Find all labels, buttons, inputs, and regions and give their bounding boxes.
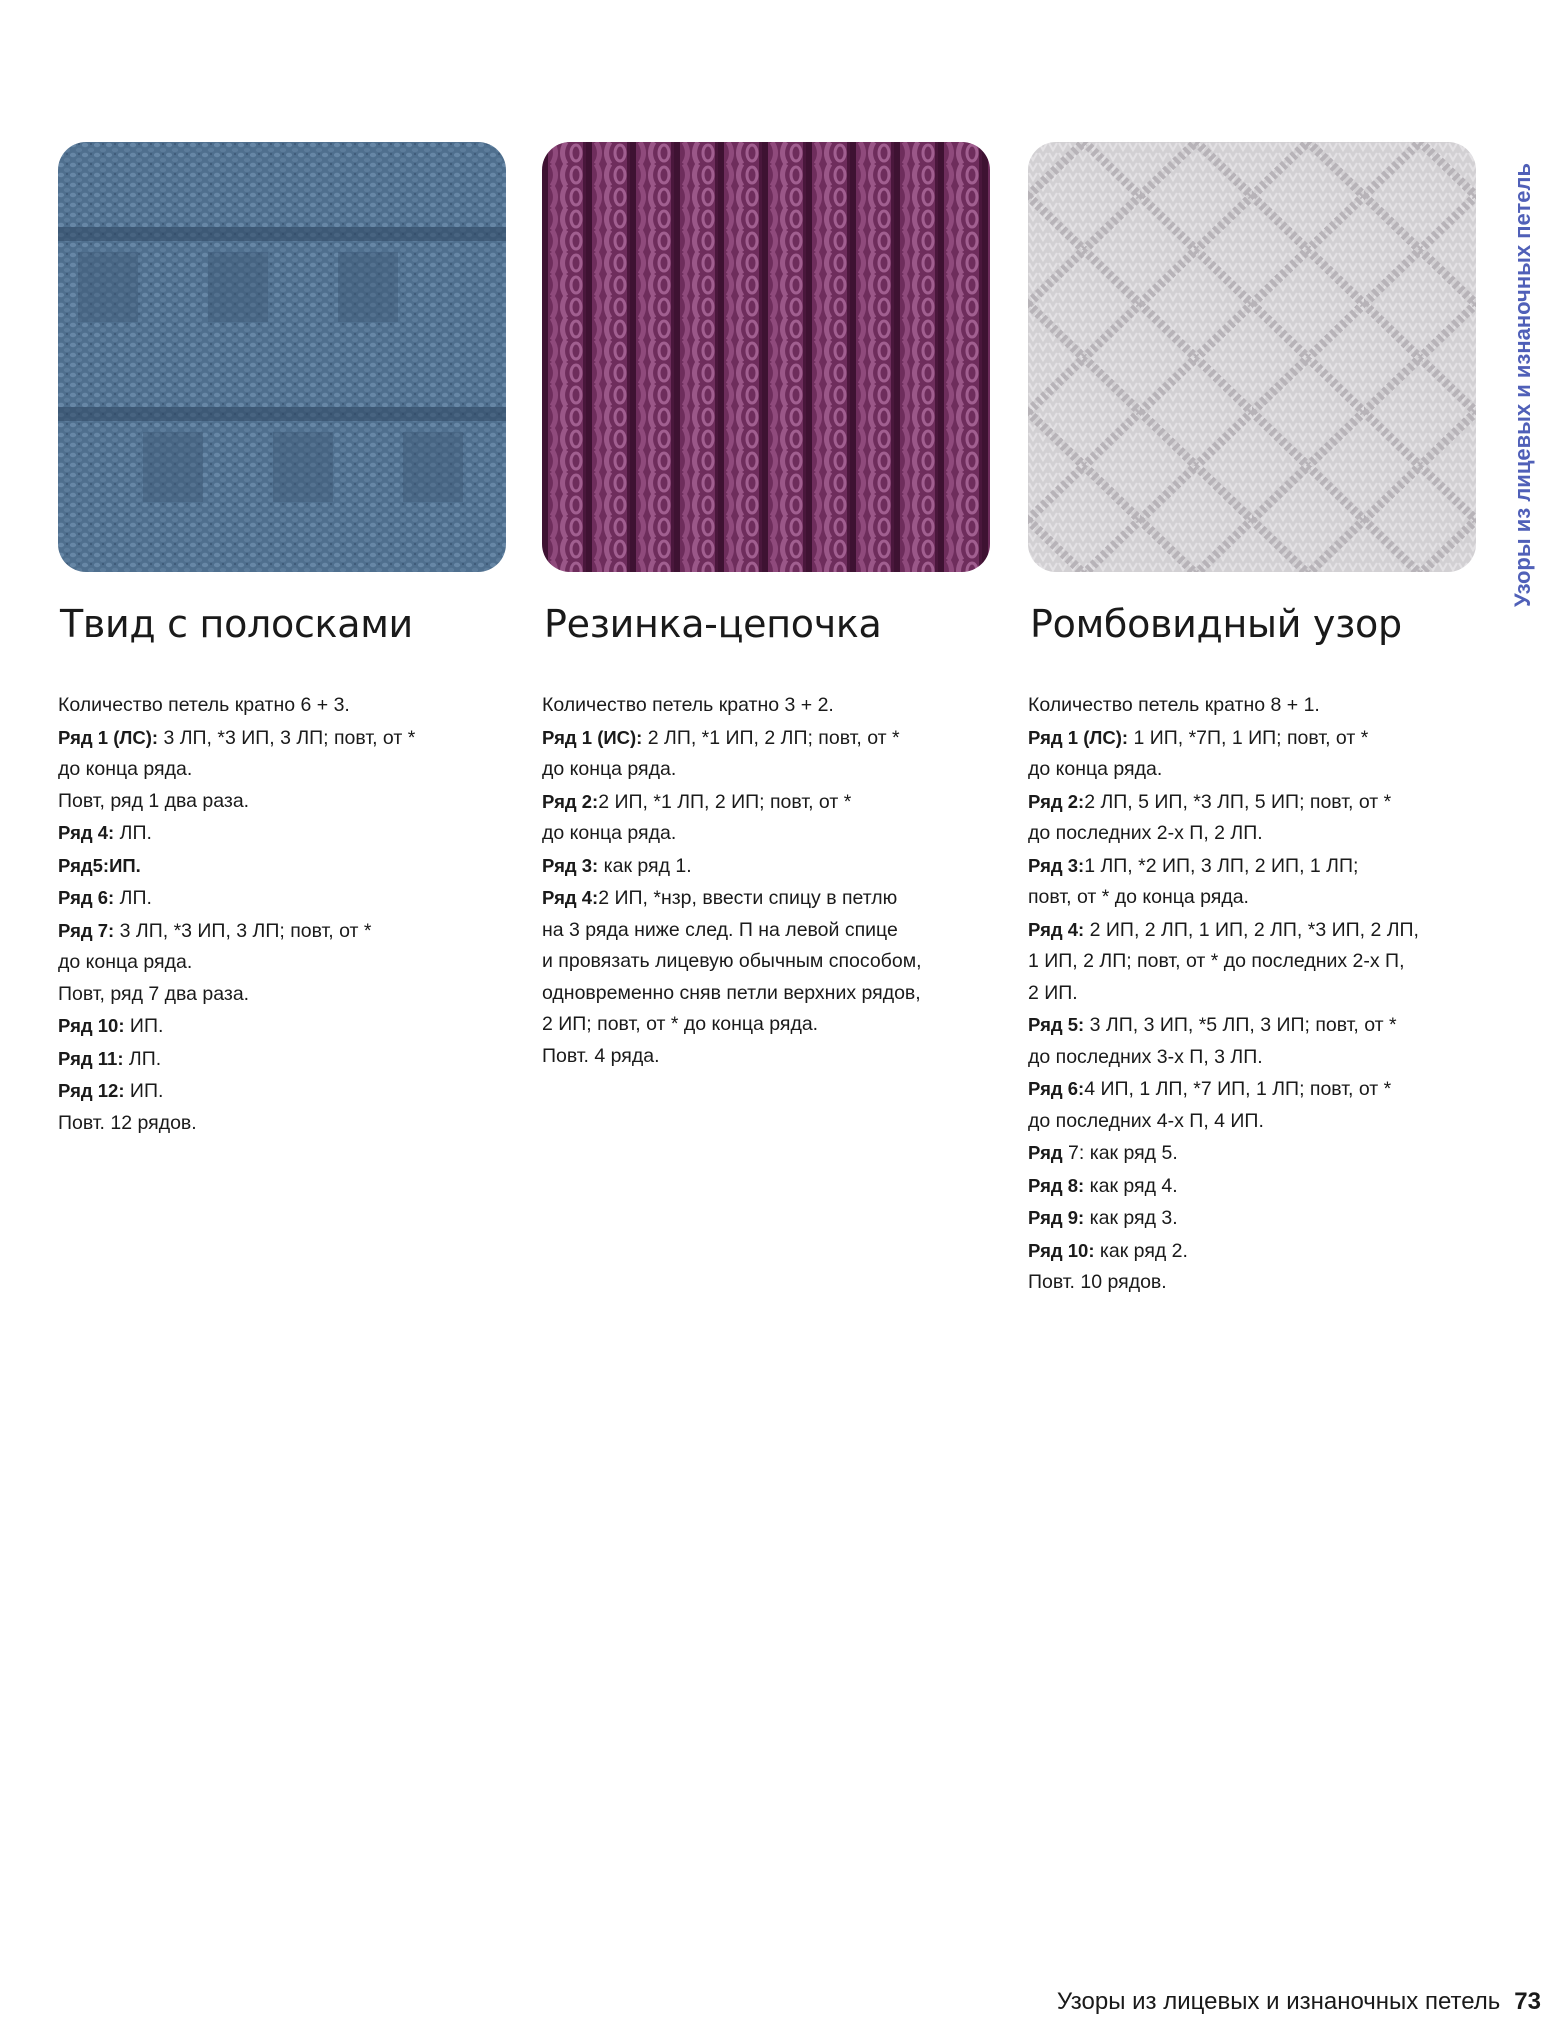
instruction-line <box>58 754 528 786</box>
row-label: Ряд 12: <box>58 1080 125 1101</box>
side-section-title <box>1498 140 1548 630</box>
footer-section-name: Узоры из лицевых и изнаночных петель <box>1056 1988 1501 2015</box>
instruction-line <box>542 754 1012 786</box>
row-label: Ряд 10: <box>58 1015 125 1036</box>
row-text: повт, от * до конца ряда. <box>1028 886 1249 908</box>
row-text: до последних 3-х П, 3 ЛП. <box>1028 1045 1263 1068</box>
row-text: 1 ИП, *7П, 1 ИП; повт, от * <box>1128 726 1369 749</box>
row-text: Количество петель кратно 6 + 3. <box>58 694 350 716</box>
instruction-line <box>542 1009 1012 1041</box>
instruction-line <box>1028 978 1498 1010</box>
row-text: до конца ряда. <box>1028 758 1163 780</box>
row-label: Ряд 1 (ИС): <box>542 726 643 748</box>
swatch-image-tweed <box>58 142 506 572</box>
pattern-title: Твид с полосками <box>60 602 413 646</box>
instruction-line <box>542 882 1012 915</box>
row-text: 1 ЛП, *2 ИП, 3 ЛП, 2 ИП, 1 ЛП; <box>1084 854 1359 877</box>
row-text: до конца ряда. <box>542 758 677 780</box>
row-text: ИП. <box>124 1080 164 1102</box>
pattern-instructions <box>1028 690 1498 1299</box>
pattern-title: Ромбовидный узор <box>1030 602 1402 646</box>
row-label: Ряд 3: <box>1028 854 1085 876</box>
row-text: на 3 ряда ниже след. П на левой спице <box>542 918 898 941</box>
instruction-line <box>58 786 528 818</box>
row-label: Ряд 11: <box>58 1047 124 1069</box>
row-text: одновременно сняв петли верхних рядов, <box>542 981 921 1004</box>
instruction-line <box>1028 914 1498 947</box>
instruction-line <box>1028 1170 1498 1203</box>
row-label: Ряд <box>1028 1142 1063 1163</box>
row-text: ЛП. <box>123 1047 162 1070</box>
instruction-line <box>1028 1137 1498 1170</box>
swatch-image-diamond <box>1028 142 1476 572</box>
row-text: 2 ИП, *1 ЛП, 2 ИП; повт, от * <box>598 790 852 813</box>
row-text: Повт. 10 рядов. <box>1028 1271 1167 1293</box>
row-text: Повт. 12 рядов. <box>58 1111 197 1134</box>
instruction-line <box>542 1041 1012 1073</box>
row-text: 2 ИП; повт, от * до конца ряда. <box>542 1013 819 1035</box>
instruction-line <box>1028 1235 1498 1268</box>
instruction-line <box>1028 946 1498 978</box>
row-text: 7: как ряд 5. <box>1062 1142 1178 1164</box>
instruction-line <box>542 690 1012 722</box>
instruction-line <box>1028 1267 1498 1299</box>
row-text: 2 ЛП, *1 ИП, 2 ЛП; повт, от * <box>642 726 900 749</box>
row-label: Ряд 9: <box>1028 1207 1085 1228</box>
swatch-image-chain-rib <box>542 142 990 572</box>
page-footer <box>1057 1988 1541 2016</box>
row-text: до конца ряда. <box>542 822 677 844</box>
instruction-line <box>1028 690 1498 722</box>
row-text: и провязать лицевую обычным способом, <box>542 950 922 972</box>
instruction-line <box>58 1010 528 1043</box>
row-text: до последних 2-х П, 2 ЛП. <box>1028 822 1263 844</box>
row-label: Ряд 7: <box>58 919 115 941</box>
row-label: Ряд5:ИП. <box>58 854 141 876</box>
instruction-line <box>58 690 528 722</box>
instruction-line <box>58 817 528 850</box>
row-text: 2 ИП, 2 ЛП, 1 ИП, 2 ЛП, *3 ИП, 2 ЛП, <box>1084 918 1419 941</box>
pattern-column-2 <box>542 142 992 1067</box>
instruction-line <box>58 1043 528 1076</box>
row-text: как ряд 3. <box>1084 1207 1178 1229</box>
page-number: 73 <box>1514 1988 1541 2015</box>
row-text: Количество петель кратно 3 + 2. <box>542 694 834 716</box>
row-text: 3 ЛП, *3 ИП, 3 ЛП; повт, от * <box>158 726 416 749</box>
pattern-title: Резинка-цепочка <box>544 602 882 646</box>
row-label: Ряд 4: <box>542 887 599 908</box>
row-text: 4 ИП, 1 ЛП, *7 ИП, 1 ЛП; повт, от * <box>1084 1078 1392 1100</box>
instruction-line <box>1028 1073 1498 1106</box>
row-text: как ряд 2. <box>1094 1239 1188 1262</box>
row-text: Повт, ряд 7 два раза. <box>58 982 250 1005</box>
row-text: 3 ЛП, 3 ИП, *5 ЛП, 3 ИП; повт, от * <box>1084 1014 1397 1036</box>
instruction-line <box>58 915 528 948</box>
row-label: Ряд 5: <box>1028 1014 1085 1035</box>
instruction-line <box>542 946 1012 978</box>
instruction-line <box>542 722 1012 755</box>
instruction-line <box>542 978 1012 1010</box>
instruction-line <box>542 786 1012 819</box>
row-label: Ряд 4: <box>1028 918 1085 940</box>
row-label: Ряд 8: <box>1028 1174 1085 1196</box>
row-text: 2 ИП, *нзр, ввести спицу в петлю <box>598 887 898 909</box>
pattern-column-3 <box>1028 142 1478 1293</box>
pattern-instructions <box>542 690 1012 1072</box>
row-label: Ряд 1 (ЛС): <box>58 726 159 748</box>
row-label: Ряд 3: <box>542 854 599 876</box>
instruction-line <box>58 722 528 755</box>
row-text: до конца ряда. <box>58 951 193 973</box>
instruction-line <box>542 818 1012 850</box>
instruction-line <box>1028 1202 1498 1235</box>
pattern-instructions <box>58 690 528 1139</box>
row-text: как ряд 4. <box>1084 1174 1178 1197</box>
instruction-line <box>1028 754 1498 786</box>
row-text: ИП. <box>124 1015 164 1037</box>
instruction-line <box>1028 1009 1498 1042</box>
row-label: Ряд 2: <box>1028 790 1085 812</box>
side-section-title-text: Узоры из лицевых и изнаночных петель <box>1510 163 1535 607</box>
row-text: как ряд 1. <box>598 854 692 877</box>
row-text: Повт, ряд 1 два раза. <box>58 789 250 812</box>
row-label: Ряд 1 (ЛС): <box>1028 726 1129 748</box>
instruction-line <box>58 1075 528 1108</box>
row-label: Ряд 4: <box>58 822 115 843</box>
instruction-line <box>58 979 528 1011</box>
row-label: Ряд 10: <box>1028 1239 1095 1261</box>
row-text: до последних 4-х П, 4 ИП. <box>1028 1109 1264 1132</box>
instruction-line <box>1028 882 1498 914</box>
row-text: ЛП. <box>114 822 152 844</box>
row-text: 3 ЛП, *3 ИП, 3 ЛП; повт, от * <box>114 919 372 942</box>
instruction-line <box>58 1108 528 1140</box>
row-text: ЛП. <box>114 887 152 909</box>
row-label: Ряд 2: <box>542 790 599 812</box>
instruction-line <box>542 915 1012 947</box>
pattern-column-1 <box>58 142 508 1134</box>
instruction-line <box>1028 850 1498 883</box>
row-text: Количество петель кратно 8 + 1. <box>1028 694 1320 716</box>
instruction-line <box>58 882 528 915</box>
instruction-line <box>58 947 528 979</box>
instruction-line <box>58 850 528 883</box>
row-label: Ряд 6: <box>1028 1078 1085 1099</box>
row-label: Ряд 6: <box>58 887 115 908</box>
instruction-line <box>542 850 1012 883</box>
row-text: 2 ЛП, 5 ИП, *3 ЛП, 5 ИП; повт, от * <box>1084 790 1392 813</box>
row-text: 1 ИП, 2 ЛП; повт, от * до последних 2-х П, <box>1028 950 1405 972</box>
instruction-line <box>1028 1042 1498 1074</box>
row-text: Повт. 4 ряда. <box>542 1044 660 1067</box>
row-text: до конца ряда. <box>58 758 193 780</box>
instruction-line <box>1028 722 1498 755</box>
instruction-line <box>1028 818 1498 850</box>
instruction-line <box>1028 786 1498 819</box>
instruction-line <box>1028 1106 1498 1138</box>
row-text: 2 ИП. <box>1028 981 1078 1004</box>
